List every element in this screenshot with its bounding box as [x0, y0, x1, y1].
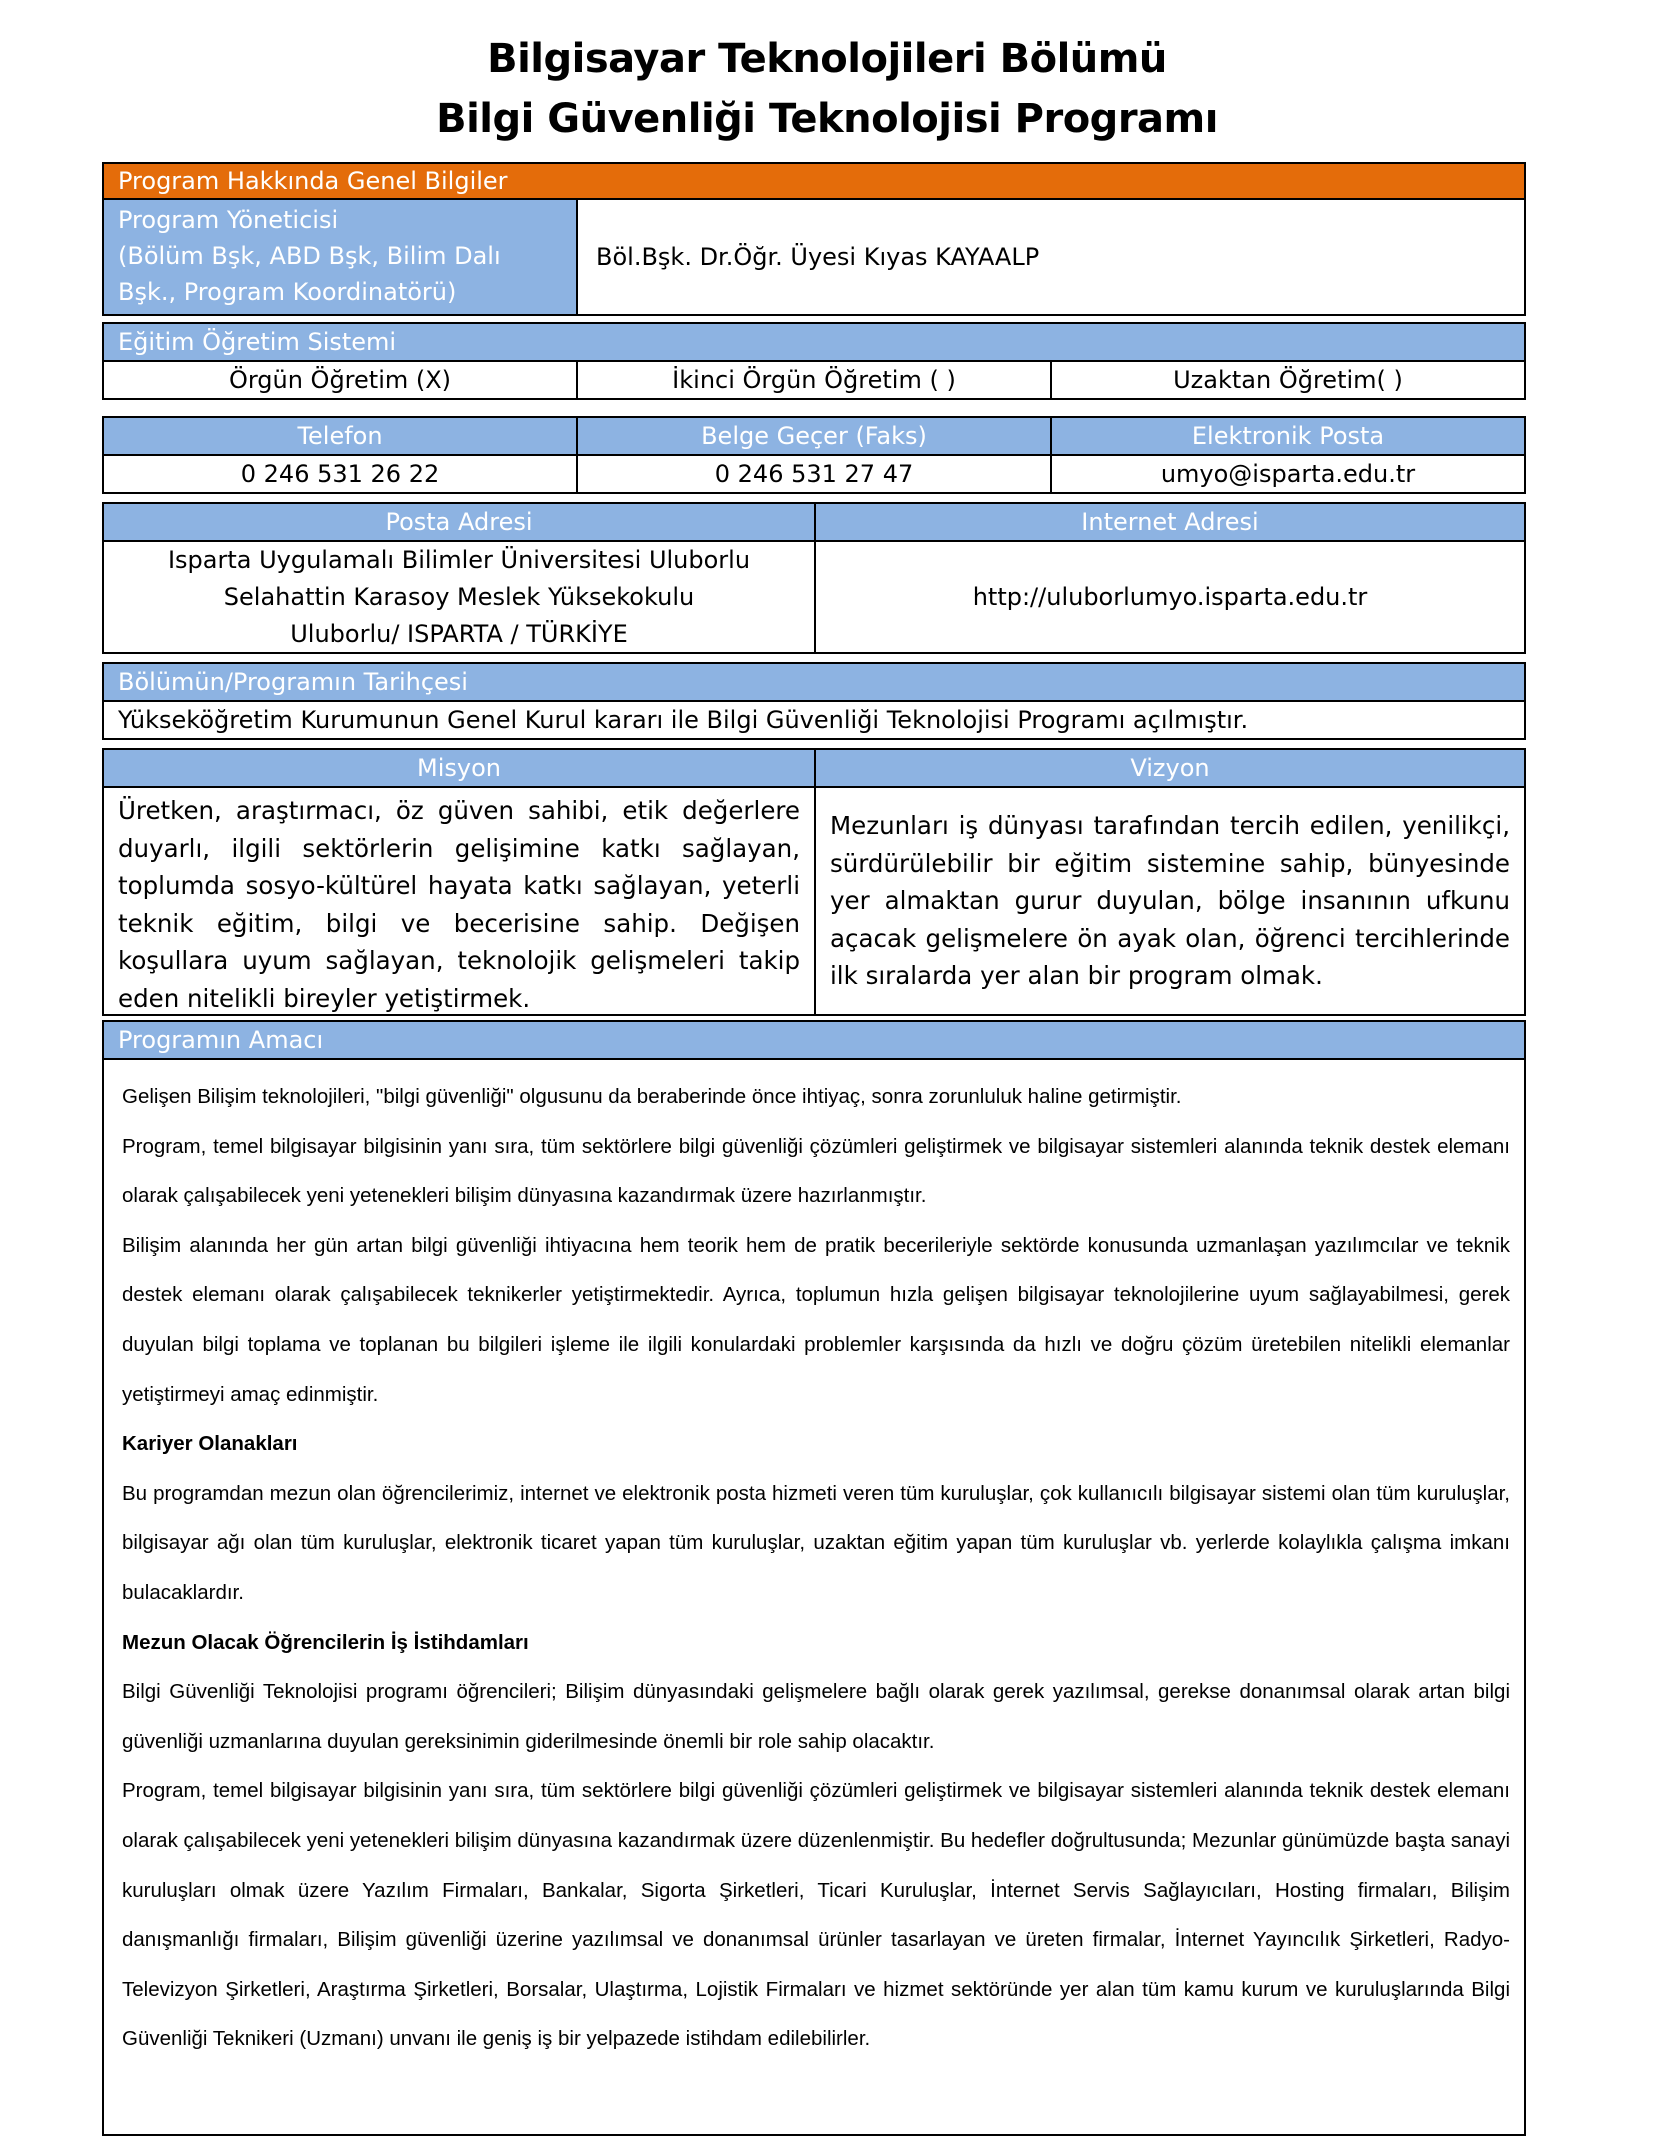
internet-address-link[interactable]: http://uluborlumyo.isparta.edu.tr — [814, 540, 1526, 654]
education-option-distance: Uzaktan Öğretim( ) — [1050, 360, 1526, 400]
vision-box — [814, 786, 1526, 1016]
page-title-line2: Bilgi Güvenliği Teknolojisi Programı — [436, 96, 1218, 142]
employment-paragraph-2: Program, temel bilgisayar bilgisinin yanı sıra, tüm sektörlere bilgi güvenliği çözümleri geliştirmek ve bilgisayar sistemleri alanında teknik destek elemanı olarak çalışabilecek yeni yetenekleri bilişim dünyasına kazandırmak üzere düzenlenmiştir. Bu hedefler doğrultusunda; Mezunlar günümüzde başta sanayi kuruluşları olmak üzere Yazılım Firmaları, Bankalar, Sigorta Şirketleri, Ticari Kuruluşlar, İnternet Servis Sağlayıcıları, Hosting firmaları, Bilişim danışmanlığı firmaları, Bilişim güvenliği üzerine yazılımsal ve donanımsal ürünler tasarlayan ve üreten firmalar, İnternet Yayıncılık Şirketleri, Radyo- Televizyon Şirketleri, Araştırma Şirketleri, Borsalar, Ulaştırma, Lojistik Firmaları ve hizmet sektöründe yer alan tüm kamu kurum ve kuruluşlarında Bilgi Güvenliği Teknikeri (Uzmanı) unvanı ile geniş iş bir yelpazede istihdam edilebilirler. — [122, 1779, 1510, 2051]
mission-box — [102, 786, 816, 1016]
manager-label-line: Bşk., Program Koordinatörü) — [118, 278, 457, 306]
history-header: Bölümün/Programın Tarihçesi — [102, 662, 1526, 702]
employment-heading: Mezun Olacak Öğrencilerin İş İstihdamları — [122, 1630, 529, 1654]
post-address-line: Uluborlu/ ISPARTA / TÜRKİYE — [290, 619, 628, 648]
fax-value: 0 246 531 27 47 — [576, 454, 1052, 494]
email-value[interactable]: umyo@isparta.edu.tr — [1050, 454, 1526, 494]
general-info-header: Program Hakkında Genel Bilgiler — [102, 162, 1526, 200]
email-header: Elektronik Posta — [1050, 416, 1526, 456]
post-address-value — [102, 540, 816, 654]
vision-text: Mezunları iş dünyası tarafından tercih edilen, yenilikçi, sürdürülebilir bir eğitim sistemine sahip, bünyesinde yer almaktan gurur duyulan, bölge insanının ufkunu açacak gelişmelere ön ayak olan, öğrenci tercihlerinde ilk sıralarda yer alan bir program olmak. — [830, 811, 1510, 991]
post-address-header: Posta Adresi — [102, 502, 816, 542]
purpose-box — [102, 1058, 1526, 2136]
manager-label-line: Program Yöneticisi — [118, 206, 339, 234]
phone-header: Telefon — [102, 416, 578, 456]
phone-value: 0 246 531 26 22 — [102, 454, 578, 494]
post-address-line: Selahattin Karasoy Meslek Yüksekokulu — [223, 582, 695, 611]
manager-label-line: (Bölüm Bşk, ABD Bşk, Bilim Dalı — [118, 242, 501, 270]
purpose-header: Programın Amacı — [102, 1020, 1526, 1060]
fax-header: Belge Geçer (Faks) — [576, 416, 1052, 456]
career-text: Bu programdan mezun olan öğrencilerimiz, internet ve elektronik posta hizmeti veren tüm kuruluşlar, çok kullanıcılı bilgisayar sistemi olan tüm kuruluşlar, bilgisayar ağı olan tüm kuruluşlar, elektronik ticaret yapan tüm kuruluşlar, uzaktan eğitim yapan tüm kuruluşlar vb. yerlerde kolaylıkla çalışma imkanı bulacaklardır. — [122, 1481, 1510, 1604]
history-text: Yükseköğretim Kurumunun Genel Kurul kararı ile Bilgi Güvenliği Teknolojisi Programı açılmıştır. — [102, 700, 1526, 740]
education-option-evening: İkinci Örgün Öğretim ( ) — [576, 360, 1052, 400]
purpose-paragraph-1: Gelişen Bilişim teknolojileri, "bilgi güvenliği" olgusunu da beraberinde önce ihtiyaç, sonra zorunluluk haline getirmiştir. — [122, 1085, 1182, 1108]
purpose-paragraph-3: Bilişim alanında her gün artan bilgi güvenliği ihtiyacına hem teorik hem de pratik becerileriyle sektörde konusunda uzmanlaşan yazılımcılar ve teknik destek elemanı olarak çalışabilecek teknikerler yetiştirmektedir. Ayrıca, toplumun hızla gelişen bilgisayar teknolojilerine uyum sağlayabilmesi, gerek duyulan bilgi toplama ve toplanan bu bilgileri işleme ile ilgili konulardaki problemler karşısında da hızlı ve doğru çözüm üretebilen nitelikli elemanlar yetiştirmeyi amaç edinmiştir. — [122, 1233, 1510, 1406]
education-system-header: Eğitim Öğretim Sistemi — [102, 322, 1526, 362]
program-manager-label — [102, 198, 578, 316]
purpose-paragraph-2: Program, temel bilgisayar bilgisinin yanı sıra, tüm sektörlere bilgi güvenliği çözümleri geliştirmek ve bilgisayar sistemleri alanında teknik destek elemanı olarak çalışabilecek yeni yetenekleri bilişim dünyasına kazandırmak üzere hazırlanmıştır. — [122, 1134, 1510, 1208]
program-manager-value: Böl.Bşk. Dr.Öğr. Üyesi Kıyas KAYAALP — [576, 198, 1526, 316]
career-heading: Kariyer Olanakları — [122, 1432, 298, 1456]
page-title-line1: Bilgisayar Teknolojileri Bölümü — [487, 36, 1167, 82]
mission-header: Misyon — [102, 748, 816, 788]
internet-address-header: Internet Adresi — [814, 502, 1526, 542]
mission-text: Üretken, araştırmacı, öz güven sahibi, etik değerlere duyarlı, ilgili sektörlerin gelişimine katkı sağlayan, toplumda sosyo-kültürel hayata katkı sağlayan, yeterli teknik eğitim, bilgi ve becerisine sahip. Değişen koşullara uyum sağlayan, teknolojik gelişmeleri takip eden nitelikli bireyler yetiştirmek. — [118, 796, 800, 1013]
education-option-formal: Örgün Öğretim (X) — [102, 360, 578, 400]
vision-header: Vizyon — [814, 748, 1526, 788]
purpose-body — [122, 1072, 1510, 2064]
post-address-line: Isparta Uygulamalı Bilimler Üniversitesi Uluborlu — [167, 545, 751, 574]
employment-paragraph-1: Bilgi Güvenliği Teknolojisi programı öğrencileri; Bilişim dünyasındaki gelişmelere bağlı olarak gerek yazılımsal, gerekse donanımsal olarak artan bilgi güvenliği uzmanlarına duyulan gereksinimin giderilmesinde önemli bir role sahip olacaktır. — [122, 1680, 1510, 1753]
